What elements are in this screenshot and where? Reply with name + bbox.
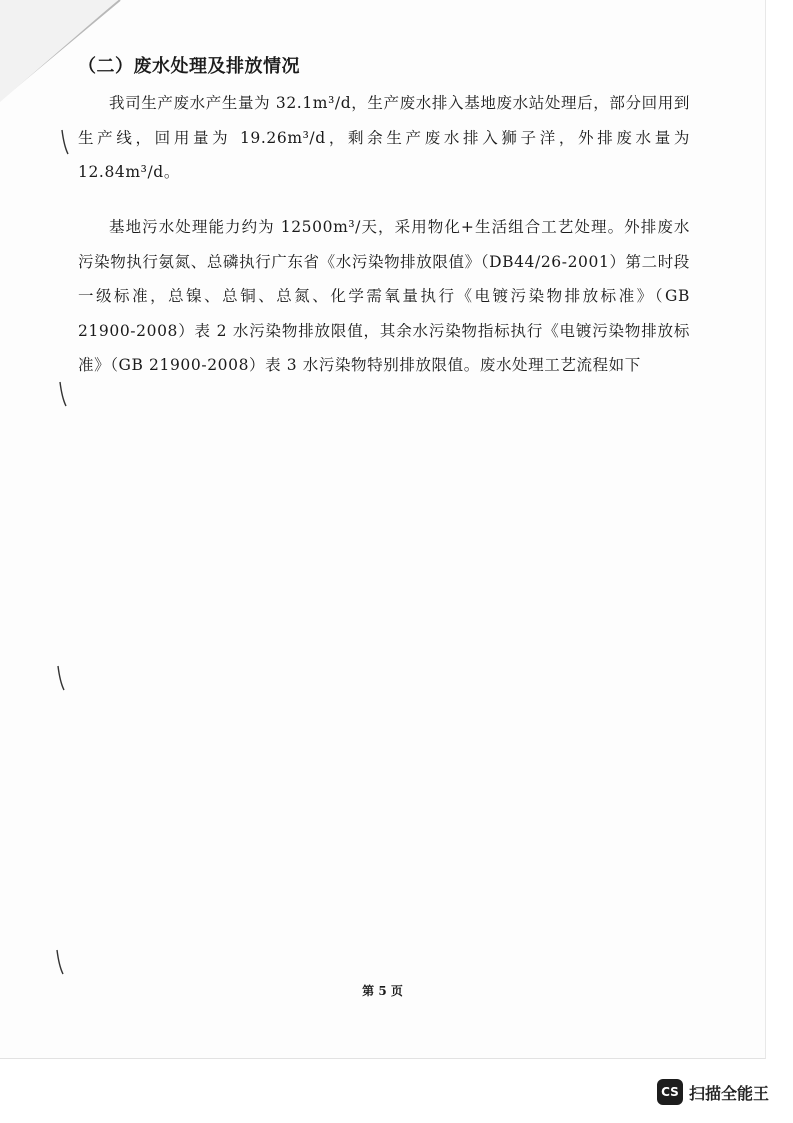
camscanner-app-name: 扫描全能王 <box>689 1083 770 1103</box>
scan-margin-mark <box>60 128 70 158</box>
paragraph-treatment-standards: 基地污水处理能力约为 12500m³/天，采用物化+生活组合工艺处理。外排废水污染物执行氨氮、总磷执行广东省《水污染物排放限值》（DB44/26-2001）第二时段一级标准，总镍、总铜、总氮、化学需氧量执行《电镀污染物排放标准》（GB 21900-2008）表 2 水污染物排放限值，其余水污染物指标执行《电镀污染物排放标准》（GB 21900-2008）表 3 水污染物特别排放限值。废水处理工艺流程如下 <box>78 218 690 374</box>
section-heading: （二）废水处理及排放情况 <box>78 56 300 77</box>
camscanner-logo-icon: CS <box>657 1079 683 1105</box>
paragraph-wastewater-volume: 我司生产废水产生量为 32.1m³/d，生产废水排入基地废水站处理后，部分回用到生产线，回用量为 19.26m³/d，剩余生产废水排入狮子洋，外排废水量为 12.84m³/d。 <box>78 94 690 181</box>
scan-margin-mark <box>58 380 68 410</box>
scan-margin-mark <box>55 948 65 978</box>
scan-margin-mark <box>56 664 66 694</box>
camscanner-watermark <box>657 1079 769 1105</box>
page-number: 第 5 页 <box>362 984 403 998</box>
